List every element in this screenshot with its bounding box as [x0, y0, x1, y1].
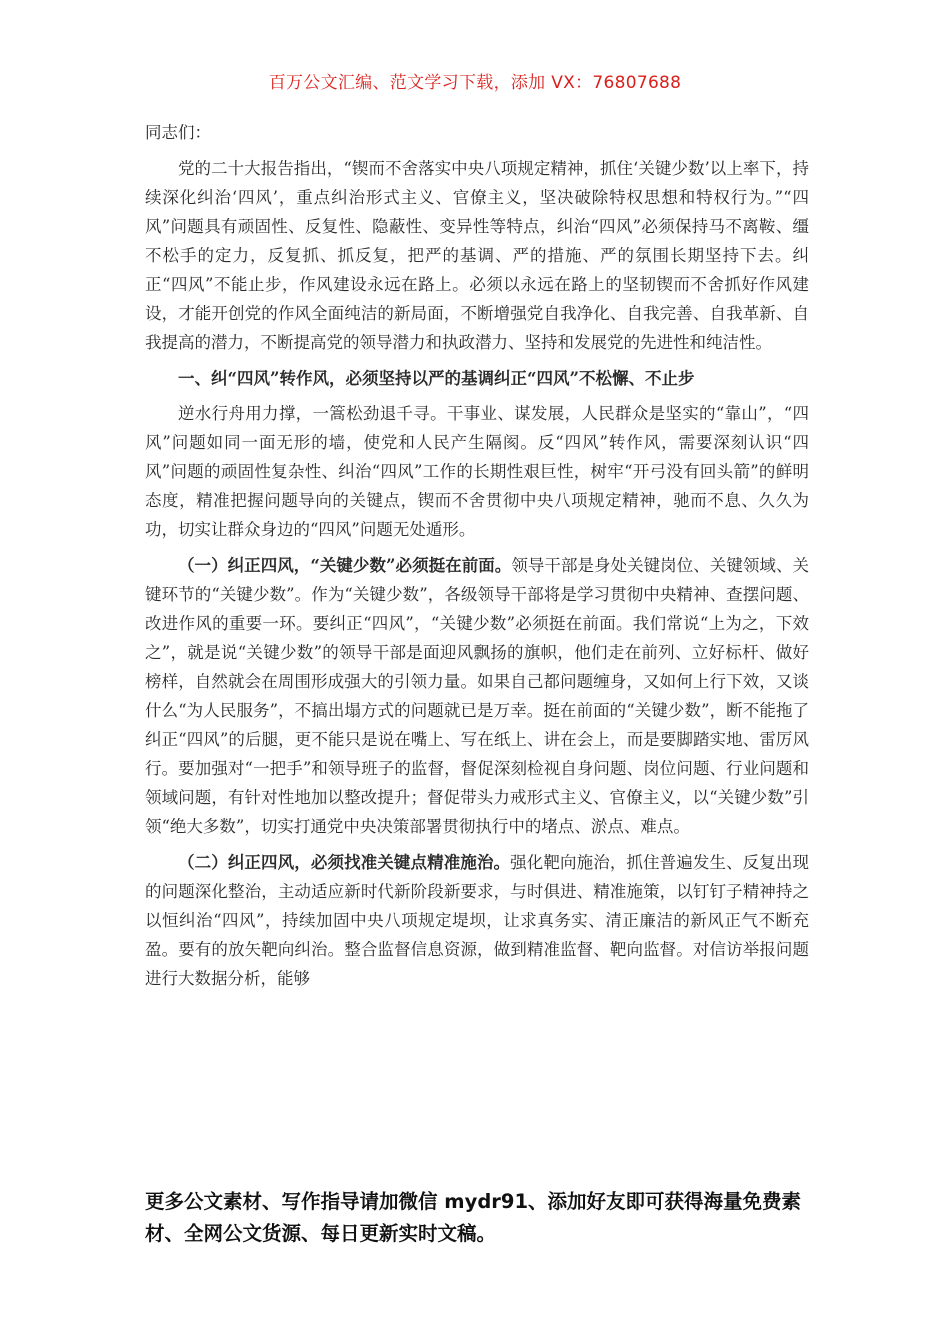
subsection-1-paragraph: [145, 551, 809, 841]
header-promo: 百万公文汇编、范文学习下载，添加 VX：76807688: [268, 73, 682, 93]
subsection-2-paragraph: [145, 848, 809, 993]
document-body: [145, 118, 809, 1000]
subsection-1-text: 领导干部是身处关键岗位、关键领域、关键环节的“关键少数”。作为“关键少数”，各级领导干部将是学习贯彻中央精神、查摆问题、改进作风的重要一环。要纠正“四风”，“关键少数”必须挺在前面。我们常说“上为之，下效之”，就是说“关键少数”的领导干部是面迎风飘扬的旗帜，他们走在前列、立好标杆、做好榜样，自然就会在周围形成强大的引领力量。如果自己都问题缠身，又如何上行下效，又谈什么“为人民服务”，不搞出塌方式的问题就已是万幸。挺在前面的“关键少数”，断不能拖了纠正“四风”的后腿，更不能只是说在嘴上、写在纸上、讲在会上，而是要脚踏实地、雷厉风行。要加强对“一把手”和领导班子的监督，督促深刻检视自身问题、岗位问题、行业问题和领域问题，有针对性地加以整改提升；督促带头力戒形式主义、官僚主义，以“关键少数”引领“绝大多数”，切实打通党中央决策部署贯彻执行中的堵点、淤点、难点。: [145, 556, 810, 836]
section-1-heading: 一、纠“四风”转作风，必须坚持以严的基调纠正“四风”不松懈、不止步: [178, 369, 695, 388]
footer-promo: 更多公文素材、写作指导请加微信 mydr91、添加好友即可获得海量免费素材、全网公文货源、每日更新实时文稿。: [145, 1190, 802, 1245]
subsection-2-heading: （二）纠正四风，必须找准关键点精准施治。: [178, 853, 511, 872]
intro-paragraph: 党的二十大报告指出，“锲而不舍落实中央八项规定精神，抓住‘关键少数’以上率下，持续深化纠治‘四风’，重点纠治形式主义、官僚主义，坚决破除特权思想和特权行为。”“四风”问题具有顽固性、反复性、隐蔽性、变异性等特点，纠治“四风”必须保持马不离鞍、缰不松手的定力，反复抓、抓反复，把严的基调、严的措施、严的氛围长期坚持下去。纠正“四风”不能止步，作风建设永远在路上。必须以永远在路上的坚韧锲而不舍抓好作风建设，才能开创党的作风全面纯洁的新局面，不断增强党自我净化、自我完善、自我革新、自我提高的潜力，不断提高党的领导潜力和执政潜力、坚持和发展党的先进性和纯洁性。: [145, 159, 809, 352]
subsection-2-text: 强化靶向施治，抓住普遍发生、反复出现的问题深化整治，主动适应新时代新阶段新要求，与时俱进、精准施策，以钉钉子精神持之以恒纠治“四风”，持续加固中央八项规定堤坝，让求真务实、清正廉洁的新风正气不断充盈。要有的放矢靶向纠治。整合监督信息资源，做到精准监督、靶向监督。对信访举报问题进行大数据分析，能够: [145, 853, 810, 988]
greeting: 同志们：: [145, 123, 211, 142]
section-1-paragraph: 逆水行舟用力撑，一篙松劲退千寻。干事业、谋发展，人民群众是坚实的“靠山”，“四风”问题如同一面无形的墙，使党和人民产生隔阂。反“四风”转作风，需要深刻认识“四风”问题的顽固性复杂性、纠治“四风”工作的长期性艰巨性，树牢“开弓没有回头箭”的鲜明态度，精准把握问题导向的关键点，锲而不舍贯彻中央八项规定精神，驰而不息、久久为功，切实让群众身边的“四风”问题无处遁形。: [145, 404, 809, 539]
subsection-1-heading: （一）纠正四风，“关键少数”必须挺在前面。: [178, 556, 512, 575]
